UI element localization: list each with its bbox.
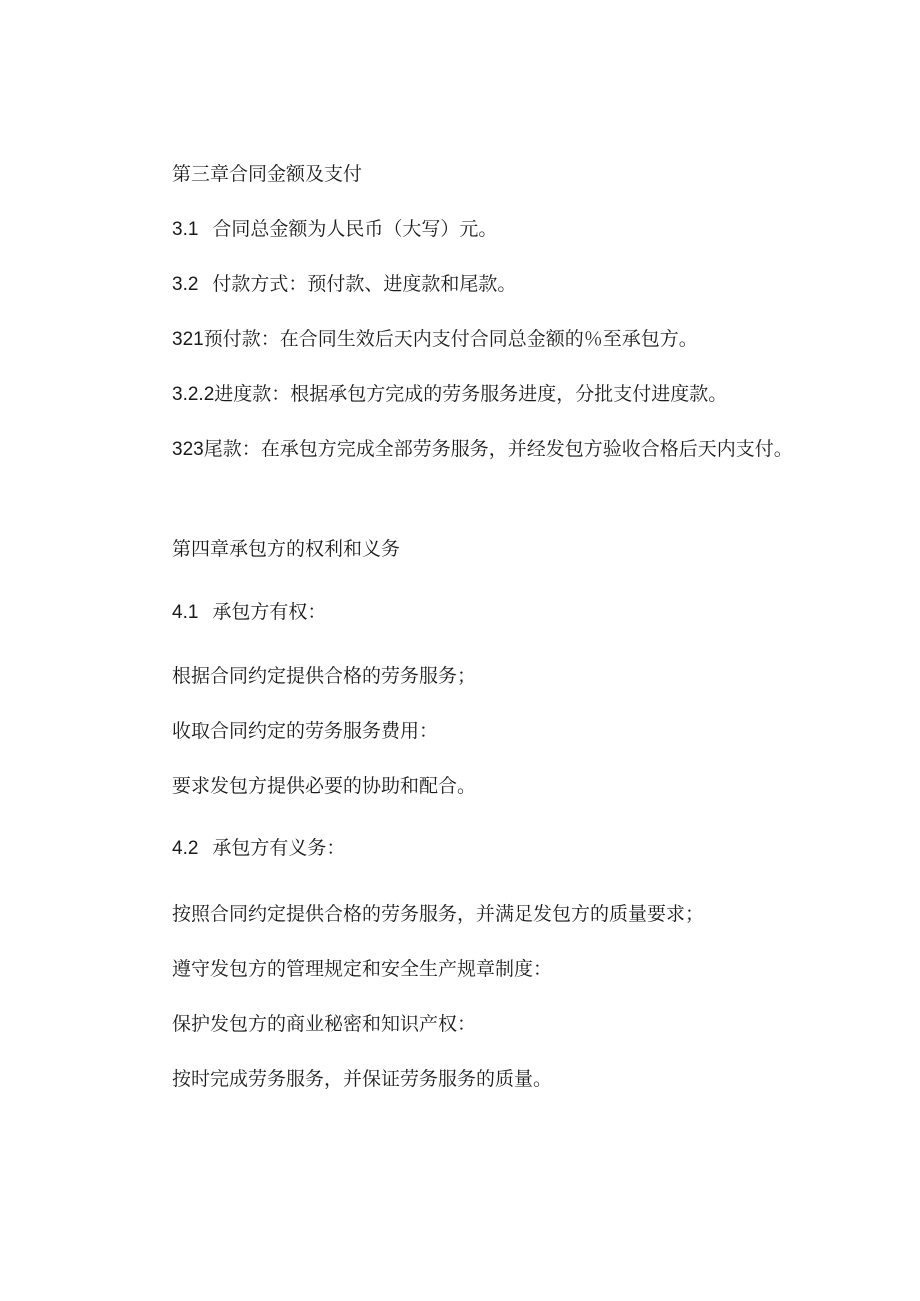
chapter3-heading [172,160,792,188]
right-item [172,717,792,745]
obligation-item [172,1010,792,1038]
right-item [172,772,792,800]
clause-3-2-1 [172,325,792,354]
obligation-item-text: 按照合同约定提供合格的劳务服务，并满足发包方的质量要求； [172,903,705,925]
obligation-item [172,900,792,928]
chapter3-heading-text: 第三章合同金额及支付 [172,163,363,185]
clause-number: 3.1 [172,219,199,240]
right-item [172,662,792,690]
clause-text: 合同总金额为人民币（大写）元。 [212,218,498,240]
obligation-item-text: 遵守发包方的管理规定和安全生产规章制度： [172,958,553,980]
clause-number: 323 [172,439,204,460]
clause-number: 3.2 [172,274,199,295]
clause-number: 4.1 [172,602,199,623]
clause-3-2-3 [134,433,794,466]
clause-text: 承包方有义务： [212,837,346,859]
clause-4-2 [172,834,792,863]
clause-3-2-2 [172,380,792,409]
obligation-item [172,955,792,983]
clause-3-1 [172,215,792,244]
clause-text: 尾款：在承包方完成全部劳务服务，并经发包方验收合格后天内支付。 [203,438,793,460]
clause-text: 预付款：在合同生效后天内支付合同总金额的％至承包方。 [203,328,698,350]
obligation-item-text: 按时完成劳务服务，并保证劳务服务的质量。 [172,1068,553,1090]
clause-number: 4.2 [172,838,199,859]
clause-text: 承包方有权： [212,601,327,623]
right-item-text: 要求发包方提供必要的协助和配合。 [172,775,477,797]
clause-text: 付款方式：预付款、进度款和尾款。 [212,273,517,295]
obligation-item-text: 保护发包方的商业秘密和知识产权： [172,1013,477,1035]
clause-4-1 [172,598,792,627]
clause-3-2 [172,270,792,299]
clause-number: 3.2.2 [172,384,215,405]
clause-number: 321 [172,329,204,350]
chapter4-heading [172,535,792,563]
right-item-text: 根据合同约定提供合格的劳务服务； [172,665,477,687]
clause-text: 进度款：根据承包方完成的劳务服务进度，分批支付进度款。 [214,383,728,405]
chapter4-heading-text: 第四章承包方的权利和义务 [172,538,401,560]
obligation-item [172,1065,792,1093]
right-item-text: 收取合同约定的劳务服务费用： [172,720,439,742]
